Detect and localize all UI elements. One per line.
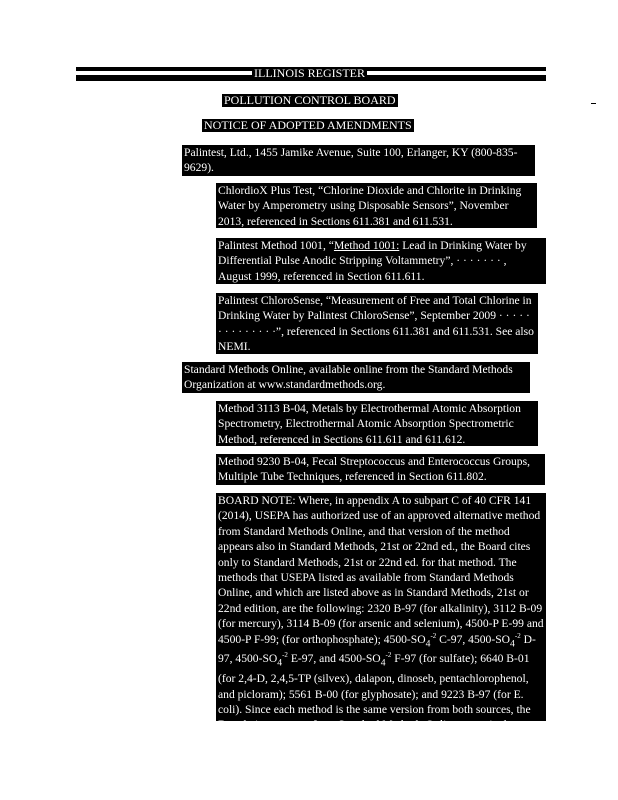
register-title: ILLINOIS REGISTER — [254, 66, 365, 80]
palintest-org-text: Palintest, Ltd., 1455 Jamike Avenue, Suite 100, Erlanger, KY (800-835-9629). — [184, 146, 518, 175]
sulfate-subscript: 4 — [510, 637, 515, 649]
board-note-part-4: E-97, and 4500-SO — [287, 652, 381, 666]
method-1001-struck: Method 1001: — [333, 239, 400, 252]
sulfate-charge: -2 — [514, 631, 521, 640]
sulfate-subscript: 4 — [425, 637, 431, 649]
board-note-part-3: D-97, 4500-SO — [218, 632, 536, 666]
board-note — [216, 493, 546, 732]
board-note-part-5: F-97 (for sulfate); 6640 B-01 (for 2,4-D, 2,4,5-TP (silvex), dalapon, dinoseb, pentachlorophenol, and picloram); 5561 B-00 (for glyphosate); and 9223 B-97 (for E. coli). Since each method is the same version from both sources, the Board views a copy from Standard Methods Online as equivalent — [218, 652, 531, 732]
standard-methods-org-text: Standard Methods Online, available online from the Standard Methods Organization at www.standardmethods.org. — [184, 363, 513, 392]
chloriox-entry — [216, 183, 537, 228]
method-1001-title: Lead in Drinking Water by Differential Pulse Anodic Stripping Voltammetry”, · · · · · · · , — [218, 239, 527, 268]
chlorosense-text: Palintest ChloroSense, “Measurement of Free and Total Chlorine in Drinking Water by Palintest ChloroSense”, September 2009 · · · · · · · · · · · · · ·”, referenced in Sections 611.381 and 611.531. See also NEMI. — [218, 294, 534, 354]
method-3113-text: Method 3113 B-04, Metals by Electrothermal Atomic Absorption Spectrometry, Electrothermal Atomic Absorption Spectrometric Method, referenced in Sections 611.611 and 611.612. — [218, 402, 521, 446]
method-9230-text: Method 9230 B-04, Fecal Streptococcus and Enterococcus Groups, Multiple Tube Techniques, referenced in Section 611.802. — [218, 455, 530, 484]
notice-title: NOTICE OF ADOPTED AMENDMENTS — [204, 118, 412, 132]
sulfate-subscript: 4 — [277, 657, 283, 669]
palintest-org — [182, 145, 535, 176]
sulfate-charge: -2 — [430, 631, 437, 640]
method-9230-entry — [216, 454, 545, 485]
sulfate-charge: -2 — [282, 651, 288, 660]
board-note-part-2: C-97, 4500-SO — [436, 632, 511, 646]
standard-methods-org — [182, 362, 530, 393]
board-note-part-1: BOARD NOTE: Where, in appendix A to subpart C of 40 CFR 141 (2014), USEPA has authorized use of an approved alternative method from Standard Methods Online, and that version of the method appears also in Standard Methods, 21st or 22nd ed., the Board cites only to Standard Methods, 21st or 22nd ed. for that method. The methods that USEPA listed as available from Standard Methods Online, and which are listed above as in Standard Methods, 21st or 22nd edition, are the following: 2320 B-97 (for alkalinity), 3112 B-09 (for mercury), 3114 B-09 (for arsenic and selenium), 4500-P E-99 and 4500-P F-99; (for orthophosphate); 4500-SO — [218, 494, 544, 646]
method-3113-entry — [216, 401, 538, 446]
board-title: POLLUTION CONTROL BOARD — [224, 93, 396, 107]
sulfate-charge: -2 — [385, 651, 392, 660]
method-1001-prefix: Palintest Method 1001, “ — [218, 239, 334, 252]
margin-mark — [591, 103, 596, 104]
method-1001-date: August 1999, referenced in Section 611.611. — [218, 269, 425, 283]
board-note-text — [218, 493, 544, 733]
method-1001-text — [218, 238, 544, 284]
sulfate-subscript: 4 — [380, 657, 386, 669]
chloriox-text: ChlordioX Plus Test, “Chlorine Dioxide and Chlorite in Drinking Water by Amperometry using Disposable Sensors”, November 2013, referenced in Sections 611.381 and 611.531. — [218, 184, 522, 228]
chlorosense-entry — [216, 293, 538, 354]
method-1001-entry — [216, 238, 546, 284]
